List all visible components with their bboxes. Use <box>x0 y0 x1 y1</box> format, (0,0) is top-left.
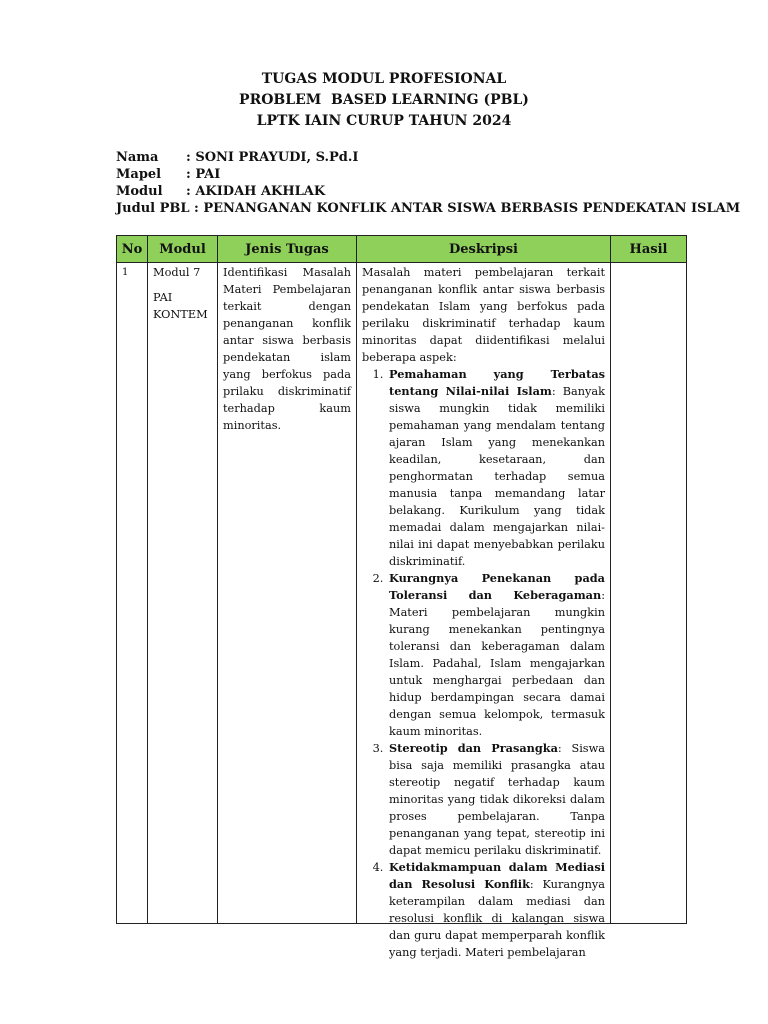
table-header-row <box>117 236 687 263</box>
modul-content <box>148 263 217 922</box>
cell-no <box>117 263 148 924</box>
point-title: Pemahaman yang Terbatas tentang Nilai-nilai Islam <box>389 367 605 398</box>
info-label: Mapel <box>116 167 162 182</box>
info-label: Nama <box>116 150 159 165</box>
cell-modul <box>148 263 218 924</box>
point-text: : Siswa bisa saja memiliki prasangka atau stereotip negatif terhadap kaum minoritas yang tidak dikoreksi dalam proses pembelajaran. Tanpa penanganan yang tepat, stereotip ini dapat memicu perilaku diskriminatif. <box>389 742 606 857</box>
point-title: Kurangnya Penekanan pada Toleransi dan Keberagaman <box>389 571 605 602</box>
info-value: : PAI <box>186 167 221 182</box>
list-item <box>387 366 605 570</box>
info-value: : PENANGANAN KONFLIK ANTAR SISWA BERBASIS PENDEKATAN ISLAM <box>189 201 741 216</box>
info-row-mapel <box>116 166 740 183</box>
hasil-content <box>611 263 686 922</box>
point-title: Ketidakmampuan dalam Mediasi dan Resolusi Konflik <box>389 860 605 891</box>
table-row <box>117 263 687 924</box>
info-value: : SONI PRAYUDI, S.Pd.I <box>186 150 359 165</box>
point-text: : Kurangnya keterampilan dalam mediasi dan resolusi konflik di kalangan siswa dan guru dapat memperparah konflik yang terjadi. Materi pembelajaran <box>389 878 605 959</box>
row-number: 1 <box>122 267 129 278</box>
modul-line-1: Modul 7 <box>153 266 201 279</box>
point-text: : Materi pembelajaran mungkin kurang menekankan pentingnya toleransi dan keberagaman dalam Islam. Padahal, Islam mengajarkan untuk menghargai perbedaan dan hidup berdampingan secara damai dengan semua kelompok, termasuk kaum minoritas. <box>389 589 605 738</box>
cell-deskripsi <box>357 263 611 959</box>
info-row-judul <box>116 200 740 217</box>
header-deskripsi: Deskripsi <box>357 236 611 263</box>
document-title-block <box>0 69 768 132</box>
deskripsi-content <box>357 263 610 959</box>
info-label: Judul PBL <box>116 201 190 216</box>
info-label: Modul <box>116 184 163 199</box>
header-modul: Modul <box>148 236 218 263</box>
cell-jenis-tugas <box>218 263 357 924</box>
header-no: No <box>117 236 148 263</box>
point-text: : Banyak siswa mungkin tidak memiliki pemahaman yang mendalam tentang ajaran Islam yang menekankan keadilan, kesetaraan, dan penghormatan terhadap semua manusia tanpa memandang latar belakang. Kurikulum yang tidak memadai dalam mengajarkan nilai-nilai ini dapat menyebabkan perilaku diskriminatif. <box>389 385 605 568</box>
info-value: : AKIDAH AKHLAK <box>186 184 326 199</box>
header-jenis-tugas: Jenis Tugas <box>218 236 357 263</box>
title-line-3: LPTK IAIN CURUP TAHUN 2024 <box>256 113 512 129</box>
cell-hasil <box>611 263 687 924</box>
list-item <box>387 740 605 859</box>
modul-line-2: PAI <box>153 291 173 304</box>
list-item <box>387 570 605 740</box>
info-row-nama <box>116 149 740 166</box>
modul-line-3: KONTEM <box>153 308 208 321</box>
jenis-tugas-text: Identifikasi Masalah Materi Pembelajaran terkait dengan penanganan konflik antar siswa berbasis pendekatan islam yang berfokus pada prilaku diskriminatif terhadap kaum minoritas. <box>223 266 351 432</box>
deskripsi-intro: Masalah materi pembelajaran terkait penanganan konflik antar siswa berbasis pendekatan Islam yang berfokus pada perilaku diskriminatif terhadap kaum minoritas dapat diidentifikasi melalui beberapa aspek: <box>362 266 605 364</box>
info-row-modul <box>116 183 740 200</box>
header-hasil: Hasil <box>611 236 687 263</box>
title-line-2: PROBLEM BASED LEARNING (PBL) <box>239 92 529 108</box>
task-table <box>116 235 687 959</box>
list-item <box>387 859 605 961</box>
deskripsi-list <box>362 366 605 961</box>
title-line-1: TUGAS MODUL PROFESIONAL <box>261 71 507 87</box>
point-title: Stereotip dan Prasangka <box>389 741 558 755</box>
identity-block <box>116 149 740 217</box>
